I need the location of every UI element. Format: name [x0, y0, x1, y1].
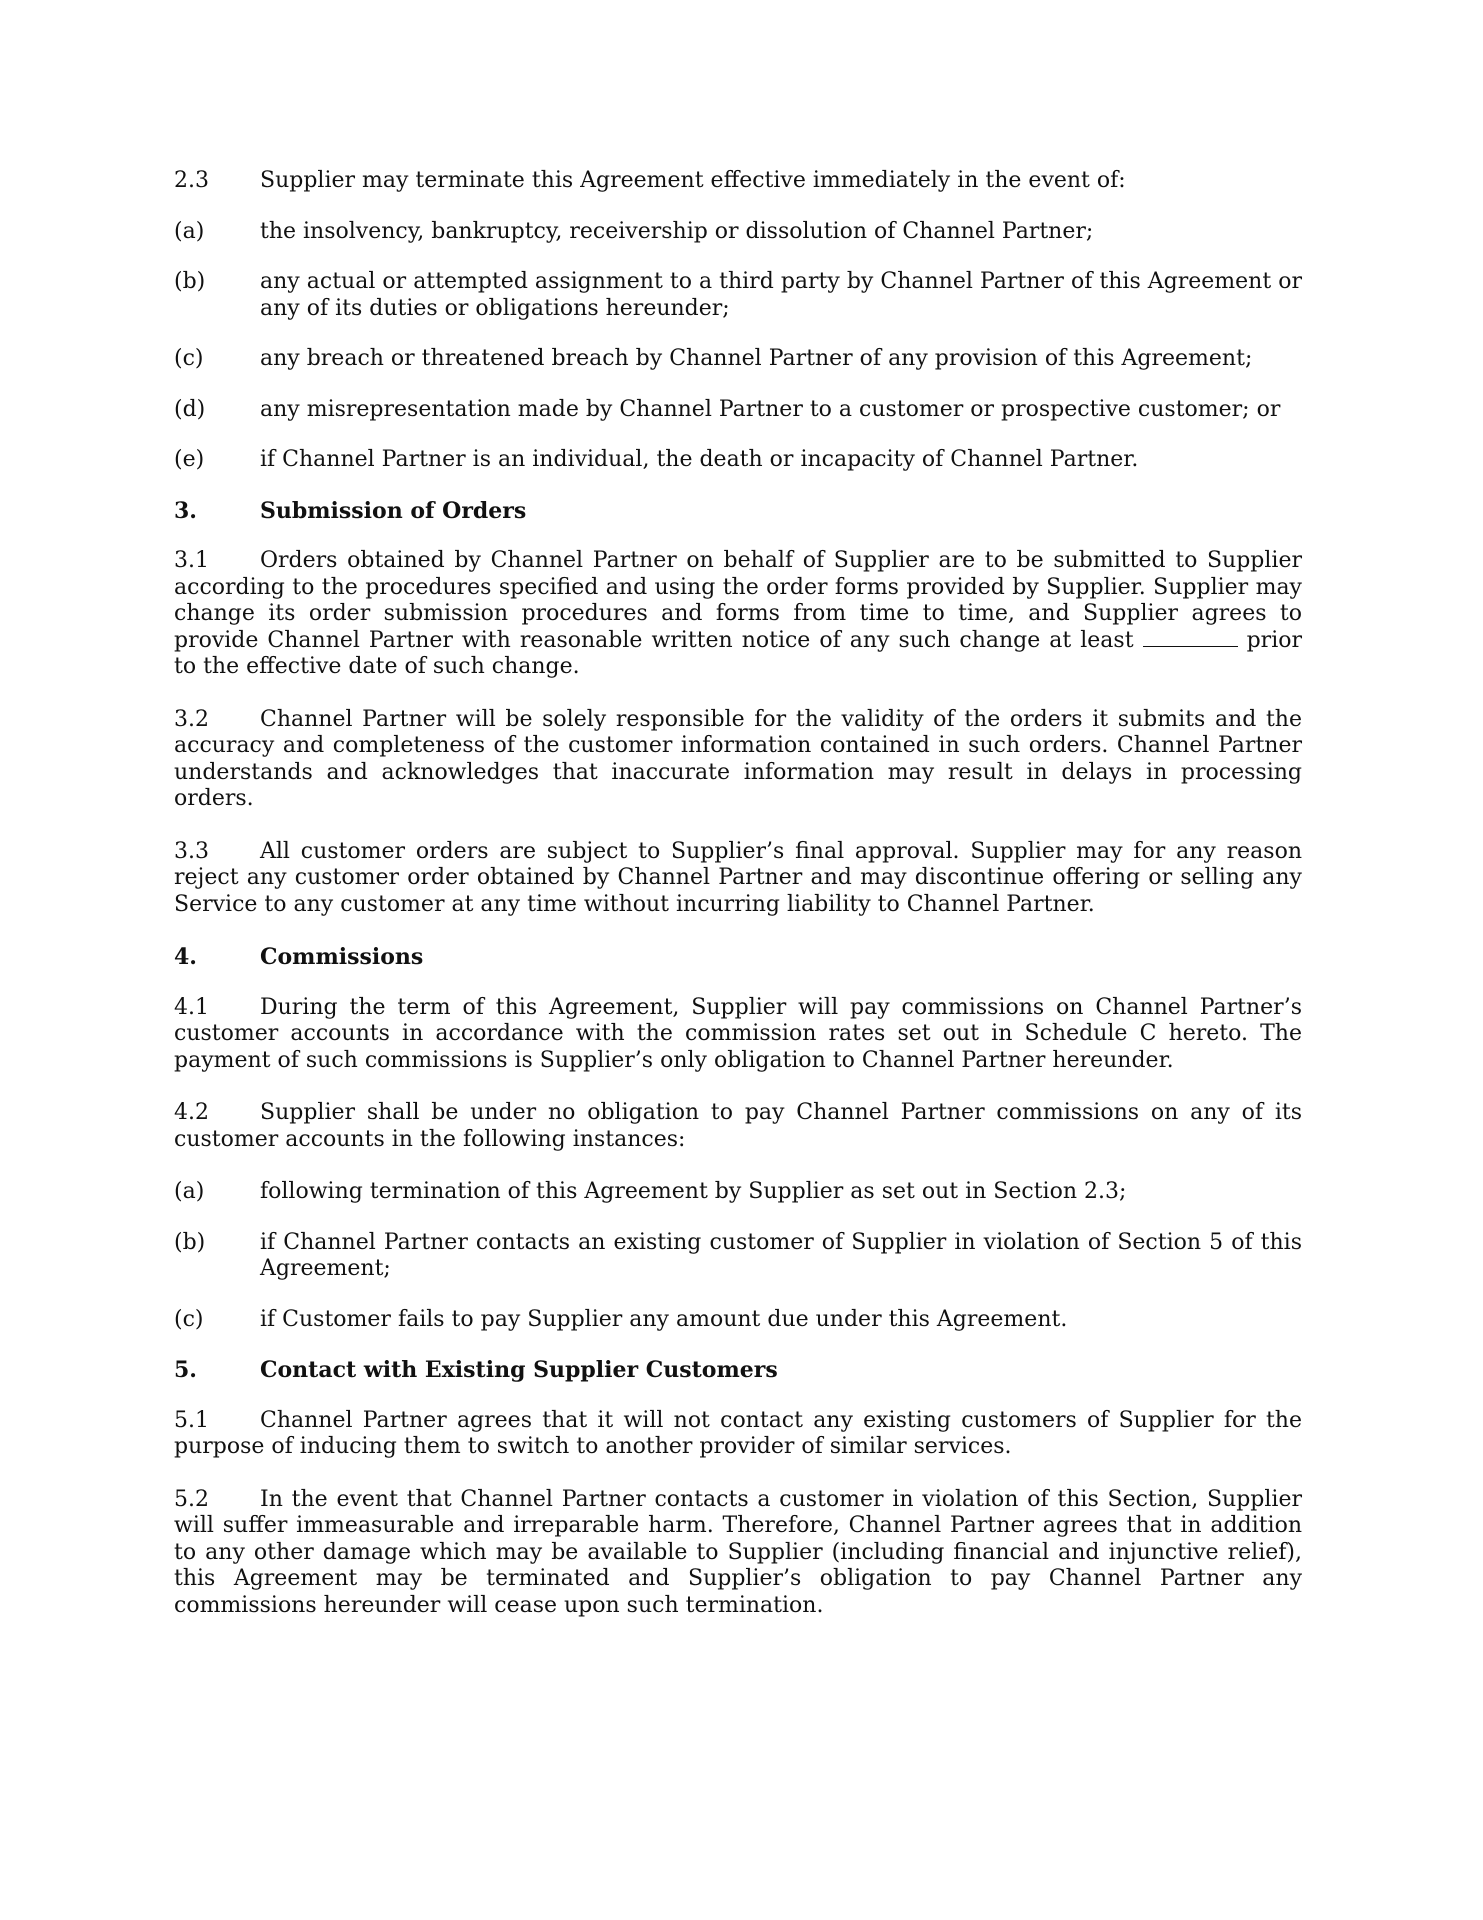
section-heading-5 [174, 1357, 1302, 1384]
item-label: (c) [174, 1306, 204, 1332]
clause-number: 3.1 [174, 548, 209, 573]
item-label: (a) [174, 218, 205, 244]
section-number: 3. [174, 497, 197, 524]
clause-number: 4.1 [174, 994, 209, 1020]
clause-4-2-item-c [174, 1307, 1302, 1334]
item-text: if Channel Partner is an individual, the death or incapacity of Channel Partner. [260, 447, 1139, 472]
item-label: (b) [174, 269, 206, 294]
clause-2-3-item-a [174, 219, 1302, 246]
section-number: 5. [174, 1357, 197, 1383]
section-title: Commissions [260, 944, 424, 970]
clause-text: All customer orders are subject to Supplier’s final approval. Supplier may for any reason reject any customer order obtained by Channel Partner and may discontinue offering or selling any Service to any customer at any time without incurring liability to Channel Partner. [174, 838, 1302, 917]
clause-text: Channel Partner agrees that it will not contact any existing customers of Supplier for the purpose of inducing them to switch to another provider of similar services. [174, 1407, 1302, 1459]
item-text: following termination of this Agreement by Supplier as set out in Section 2.3; [260, 1179, 1127, 1204]
clause-2-3-item-e [174, 447, 1302, 474]
clause-3-3 [174, 839, 1302, 919]
clause-5-1 [174, 1408, 1302, 1461]
clause-number: 2.3 [174, 168, 209, 193]
item-text: any misrepresentation made by Channel Partner to a customer or prospective customer; or [260, 396, 1281, 422]
clause-2-3-item-b [174, 269, 1302, 322]
clause-2-3-item-d [174, 397, 1302, 424]
item-label: (a) [174, 1179, 205, 1204]
document-page [174, 168, 1302, 1645]
clause-2-3-item-c [174, 346, 1302, 373]
section-number: 4. [174, 944, 197, 970]
item-text: any breach or threatened breach by Channel Partner of any provision of this Agreement; [260, 346, 1253, 371]
item-label: (e) [174, 447, 205, 472]
clause-number: 3.2 [174, 706, 209, 732]
section-heading-3 [174, 498, 1302, 525]
clause-2-3 [174, 168, 1302, 195]
item-label: (b) [174, 1229, 206, 1255]
item-text: the insolvency, bankruptcy, receivership or dissolution of Channel Partner; [260, 218, 1094, 244]
clause-text-continued: prior to the effective date of such change. [174, 627, 1302, 679]
clause-number: 5.2 [174, 1486, 209, 1512]
item-text: if Channel Partner contacts an existing customer of Supplier in violation of Section 5 of this Agreement; [260, 1229, 1302, 1281]
clause-4-2-item-b [174, 1230, 1302, 1283]
section-title: Contact with Existing Supplier Customers [260, 1357, 778, 1383]
clause-text: In the event that Channel Partner contacts a customer in violation of this Section, Supplier will suffer immeasurable and irreparable harm. Therefore, Channel Partner agrees that in addition to any other damage which may be available to Supplier (including financial and injunctive relief), this Agreement may be terminated and Supplier’s obligation to pay Channel Partner any commissions hereunder will cease upon such termination. [174, 1486, 1302, 1618]
clause-3-2 [174, 707, 1302, 813]
clause-text: Orders obtained by Channel Partner on behalf of Supplier are to be submitted to Supplier according to the procedures specified and using the order forms provided by Supplier. Supplier may change its order submission procedures and forms from time to time, and Supplier agrees to provide Channel Partner with reasonable written notice of any such change at least [174, 548, 1302, 653]
clause-5-2 [174, 1487, 1302, 1620]
section-title: Submission of Orders [260, 497, 527, 524]
item-text: if Customer fails to pay Supplier any amount due under this Agreement. [260, 1306, 1068, 1332]
item-label: (c) [174, 346, 204, 371]
clause-3-1 [174, 548, 1302, 681]
section-heading-4 [174, 944, 1302, 971]
clause-text: Supplier shall be under no obligation to pay Channel Partner commissions on any of its customer accounts in the following instances: [174, 1100, 1302, 1152]
clause-number: 3.3 [174, 838, 209, 864]
clause-number: 4.2 [174, 1100, 209, 1125]
clause-4-2 [174, 1100, 1302, 1153]
clause-text: Supplier may terminate this Agreement effective immediately in the event of: [260, 168, 1126, 193]
item-text: any actual or attempted assignment to a third party by Channel Partner of this Agreement or any of its duties or obligations hereunder; [260, 269, 1302, 321]
clause-4-2-item-a [174, 1179, 1302, 1206]
clause-text: Channel Partner will be solely responsible for the validity of the orders it submits and the accuracy and completeness of the customer information contained in such orders. Channel Partner understands and acknowledges that inaccurate information may result in delays in processing orders. [174, 706, 1302, 811]
fill-in-blank [1143, 628, 1238, 647]
clause-text: During the term of this Agreement, Supplier will pay commissions on Channel Partner’s customer accounts in accordance with the commission rates set out in Schedule C hereto. The payment of such commissions is Supplier’s only obligation to Channel Partner hereunder. [174, 994, 1302, 1073]
clause-4-1 [174, 995, 1302, 1075]
item-label: (d) [174, 396, 206, 422]
clause-number: 5.1 [174, 1407, 209, 1433]
